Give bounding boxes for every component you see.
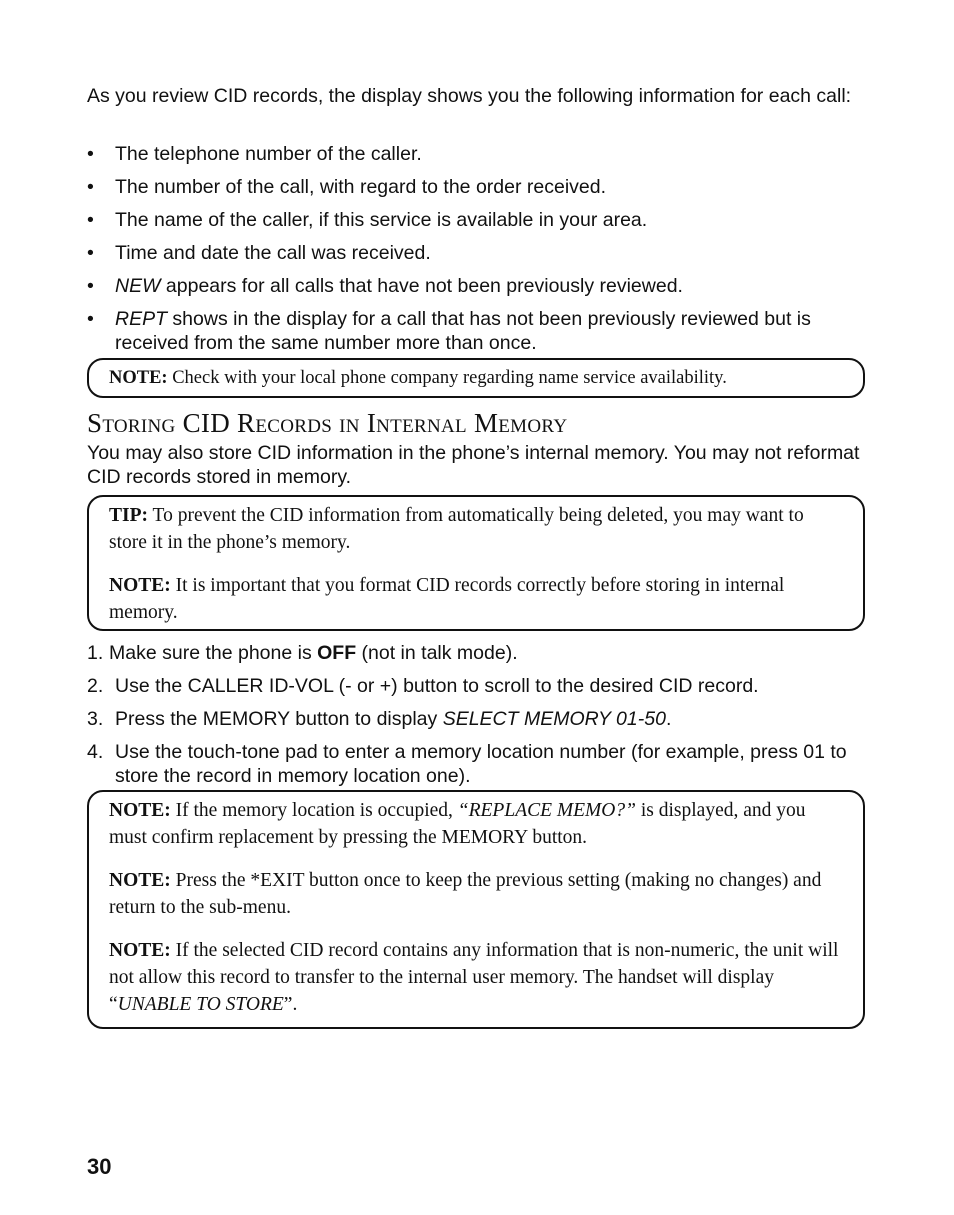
tip-note-box: [87, 495, 865, 631]
step-text: .: [665, 708, 672, 730]
bullet-text: Time and date the call was received.: [115, 242, 431, 264]
note-label: NOTE:: [109, 800, 171, 821]
note-text: If the memory location is occupied,: [170, 800, 458, 821]
display-message: “REPLACE MEMO?”: [457, 800, 636, 821]
list-item: [87, 274, 877, 298]
step-text: Press the MEMORY button to display: [115, 708, 443, 730]
note-label: NOTE:: [109, 368, 168, 388]
note-text: is displayed, and you must confirm replacement by pressing the MEMORY button.: [109, 800, 806, 848]
note-paragraph: [109, 502, 843, 556]
step-item: [87, 641, 877, 665]
step-number: 2.: [87, 675, 104, 697]
note-paragraph: [109, 937, 843, 1018]
bullet-text: shows in the display for a call that has not been previously reviewed but is received from the same number more than once.: [115, 308, 811, 354]
note-text: Press the *EXIT button once to keep the previous setting (making no changes) and return to the sub-menu.: [109, 870, 822, 918]
step-text: (not in talk mode).: [356, 642, 518, 664]
note-text: It is important that you format CID records correctly before storing in internal memory.: [109, 575, 785, 623]
bullet-glyph: •: [87, 143, 94, 165]
display-message: UNABLE TO STORE: [117, 994, 284, 1015]
step-text: Use the touch-tone pad to enter a memory location number (for example, press 01 to store the record in memory location one).: [115, 741, 847, 787]
step-text: Make sure the phone is: [109, 642, 318, 664]
step-text: Use the CALLER ID-VOL (- or +) button to scroll to the desired CID record.: [115, 675, 759, 697]
display-term: REPT: [115, 308, 168, 330]
bullet-glyph: •: [87, 275, 94, 297]
step-emphasis: OFF: [317, 642, 357, 664]
step-item: [87, 707, 877, 731]
steps-list: [87, 641, 877, 797]
page-number: 30: [87, 1154, 112, 1179]
step-number: 4.: [87, 741, 104, 763]
note-text: ”.: [283, 994, 298, 1015]
note-label: NOTE:: [109, 870, 171, 891]
section-heading: [87, 407, 567, 439]
note-text: If the selected CID record contains any information that is non-numeric, the unit will not allow this record to transfer to the internal user memory. The handset will display “: [109, 940, 839, 1015]
bullet-glyph: •: [87, 176, 94, 198]
note-box-name-service: [87, 358, 865, 398]
bullet-text: The number of the call, with regard to the order received.: [115, 176, 607, 198]
bullet-text: The name of the caller, if this service is available in your area.: [115, 209, 648, 231]
note-paragraph: [109, 867, 843, 921]
bullet-glyph: •: [87, 308, 94, 330]
note-text: To prevent the CID information from automatically being deleted, you may want to store it in the phone’s memory.: [109, 505, 804, 553]
notes-box: [87, 790, 865, 1029]
step-number: 1.: [87, 642, 104, 664]
list-item: [87, 241, 877, 265]
note-paragraph: [109, 797, 843, 851]
display-message: SELECT MEMORY 01-50: [442, 708, 666, 730]
display-term: NEW: [115, 275, 161, 297]
bullet-text: appears for all calls that have not been previously reviewed.: [160, 275, 683, 297]
step-item: [87, 674, 877, 698]
intro-paragraph: As you review CID records, the display shows you the following information for each call:: [87, 85, 852, 107]
heading-part: Records in Internal Memory: [237, 408, 568, 438]
note-text: Check with your local phone company regarding name service availability.: [167, 368, 727, 388]
note-paragraph: [109, 572, 843, 626]
note-label: NOTE:: [109, 940, 171, 961]
note-label: NOTE:: [109, 575, 171, 596]
list-item: [87, 142, 877, 166]
list-item: [87, 175, 877, 199]
heading-part: CID: [175, 408, 238, 438]
step-item: [87, 740, 877, 788]
bullet-glyph: •: [87, 209, 94, 231]
list-item: [87, 307, 877, 355]
heading-part: Storing: [87, 408, 176, 438]
info-bullet-list: [87, 142, 877, 364]
bullet-glyph: •: [87, 242, 94, 264]
list-item: [87, 208, 877, 232]
section-intro-paragraph: You may also store CID information in the phone’s internal memory. You may not reformat CID records stored in memory.: [87, 442, 860, 488]
bullet-text: The telephone number of the caller.: [115, 143, 422, 165]
note-label: TIP:: [109, 505, 148, 526]
step-number: 3.: [87, 708, 104, 730]
